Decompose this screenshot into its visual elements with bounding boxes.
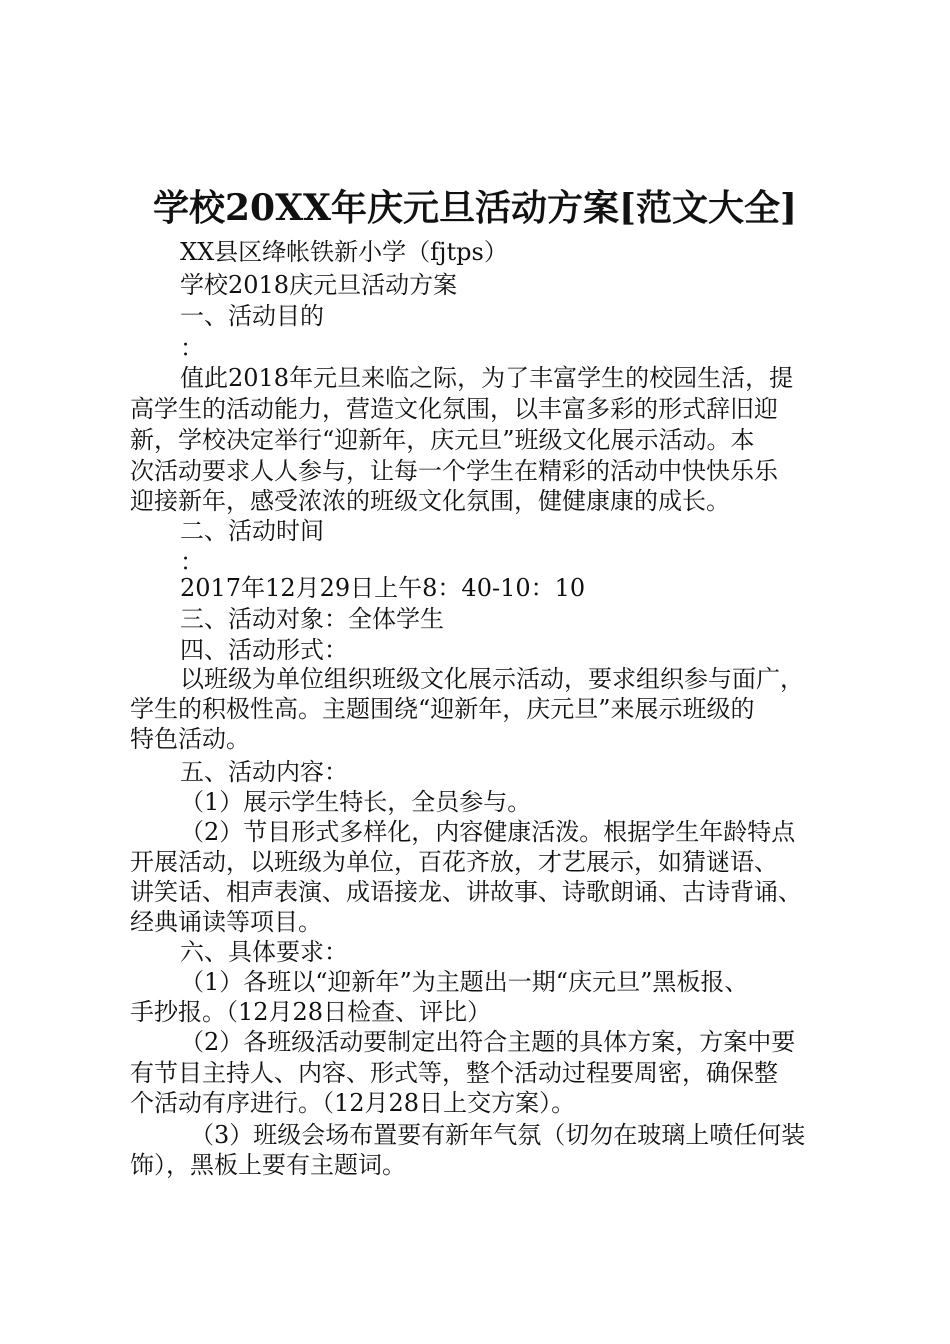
paragraph-line: 有节目主持人、内容、形式等，整个活动过程要周密，确保整 [130, 1059, 778, 1087]
paragraph-line: 特色活动。 [130, 725, 250, 753]
list-item-line: （1）展示学生特长，全员参与。 [180, 788, 532, 816]
section-heading-purpose: 一、活动目的 [180, 302, 324, 330]
paragraph-line: 经典诵读等项目。 [130, 908, 322, 936]
section-heading-time: 二、活动时间 [180, 517, 324, 545]
paragraph-line: 个活动有序进行。（12月28日上交方案）。 [130, 1089, 576, 1117]
paragraph-line: 迎接新年，感受浓浓的班级文化氛围，健健康康的成长。 [130, 487, 730, 515]
list-item-line: （2）各班级活动要制定出符合主题的具体方案，方案中要 [180, 1028, 796, 1056]
section-heading-requirements: 六、具体要求： [180, 938, 348, 966]
colon-line: ： [180, 548, 204, 576]
document-title: 学校20XX年庆元旦活动方案[范文大全] [152, 187, 798, 229]
paragraph-line: 次活动要求人人参与，让每一个学生在精彩的活动中快快乐乐 [130, 457, 778, 485]
school-name-line: XX县区绛帐铁新小学（fjtps） [180, 238, 508, 266]
plan-subtitle: 学校2018庆元旦活动方案 [180, 271, 458, 299]
paragraph-line: 手抄报。（12月28日检查、评比） [130, 998, 492, 1026]
paragraph-line: 新，学校决定举行“迎新年，庆元旦”班级文化展示活动。本 [130, 426, 755, 454]
list-item-line: （1）各班以“迎新年”为主题出一期“庆元旦”黑板报、 [180, 968, 749, 996]
list-item-line: （3）班级会场布置要有新年气氛（切勿在玻璃上喷任何装 [190, 1121, 806, 1149]
paragraph-line: 讲笑话、相声表演、成语接龙、讲故事、诗歌朗诵、古诗背诵、 [130, 878, 802, 906]
section-heading-format: 四、活动形式： [180, 636, 348, 664]
paragraph-line: 学生的积极性高。主题围绕“迎新年，庆元旦”来展示班级的 [130, 695, 755, 723]
list-item-line: （2）节目形式多样化，内容健康活泼。根据学生年龄特点 [180, 818, 796, 846]
section-heading-content: 五、活动内容： [180, 758, 348, 786]
paragraph-line: 饰），黑板上要有主题词。 [130, 1151, 406, 1179]
section-heading-participants: 三、活动对象：全体学生 [180, 605, 444, 633]
paragraph-line: 以班级为单位组织班级文化展示活动，要求组织参与面广， [180, 665, 804, 693]
paragraph-line: 高学生的活动能力，营造文化氛围，以丰富多彩的形式辞旧迎 [130, 395, 778, 423]
activity-time-line: 2017年12月29日上午8：40-10：10 [180, 574, 586, 602]
paragraph-line: 开展活动，以班级为单位，百花齐放，才艺展示，如猜谜语、 [130, 848, 778, 876]
paragraph-line: 值此2018年元旦来临之际，为了丰富学生的校园生活，提 [180, 364, 794, 392]
colon-line: ： [180, 334, 204, 362]
